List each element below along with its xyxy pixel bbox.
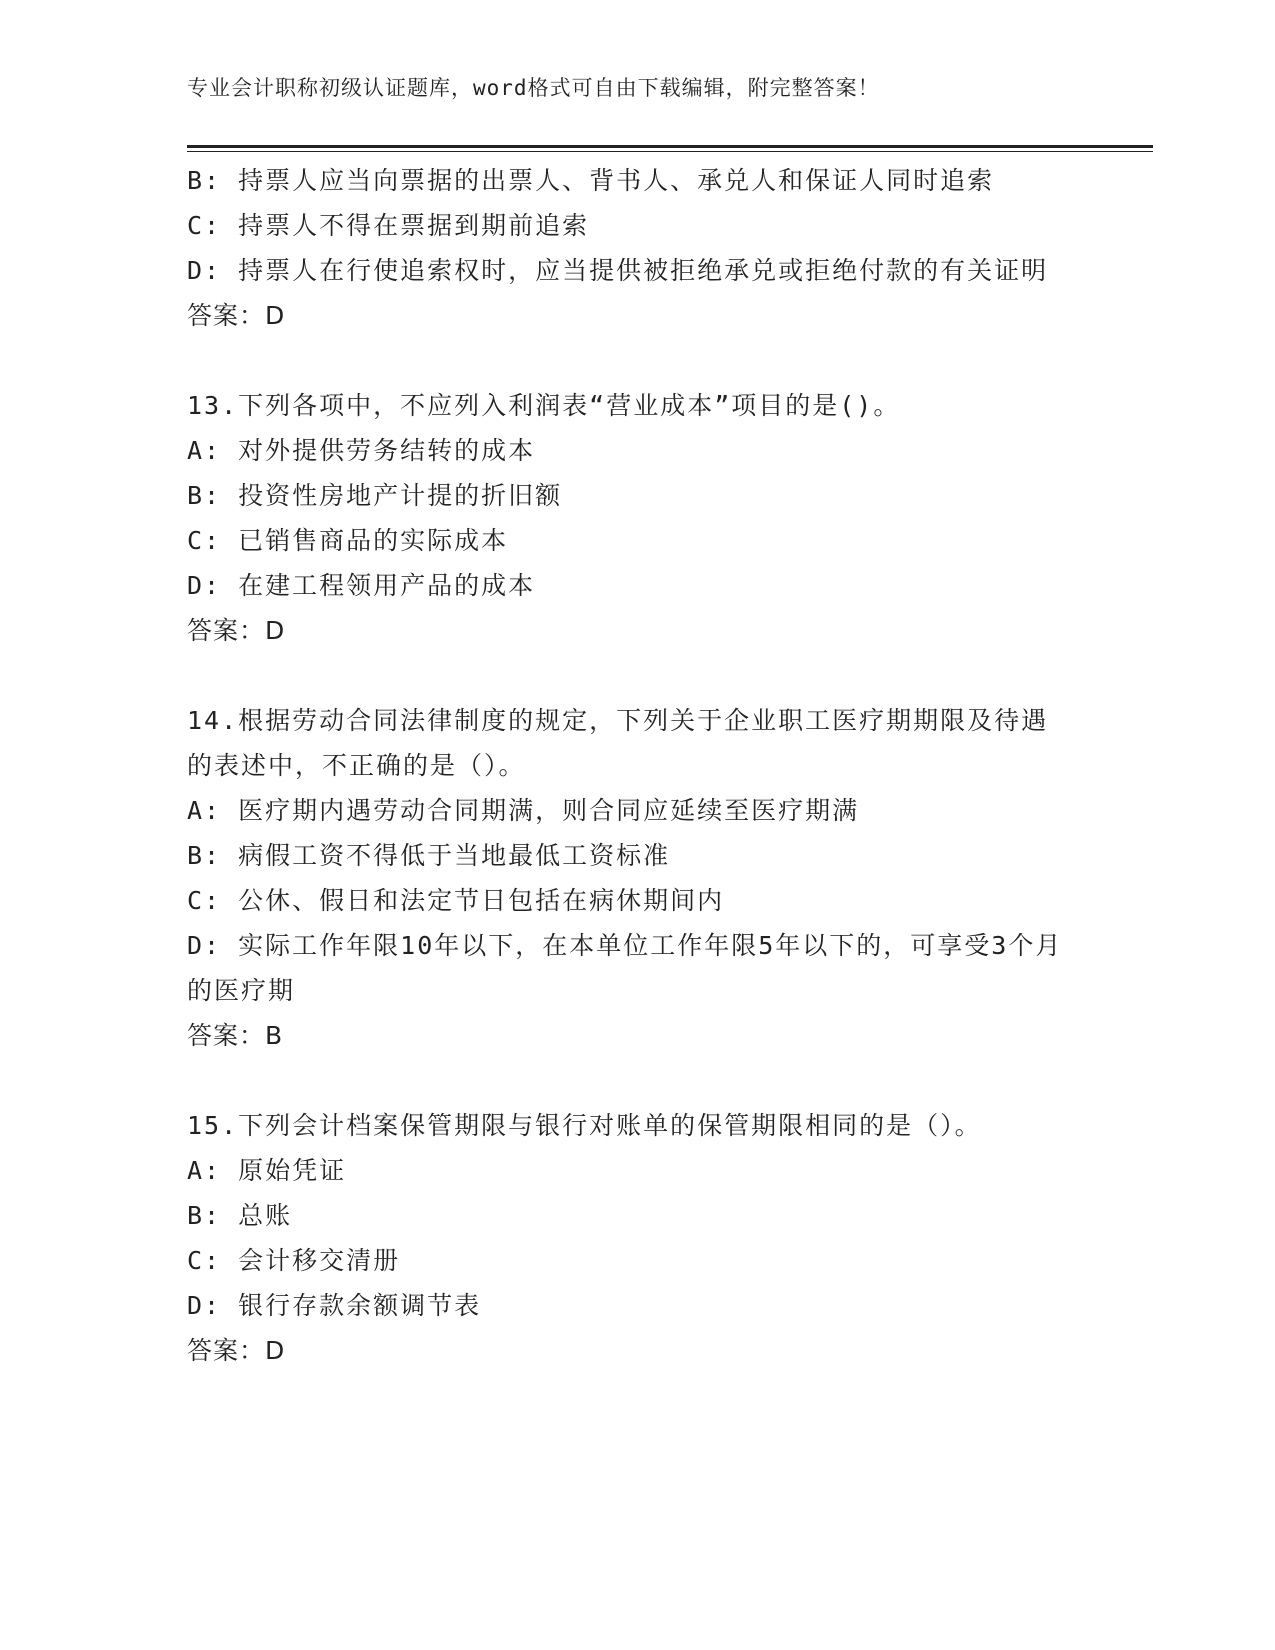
q15-option-b: B: 总账 <box>187 1201 293 1230</box>
q12-option-d: D: 持票人在行使追索权时，应当提供被拒绝承兑或拒绝付款的有关证明 <box>187 256 1049 285</box>
header-rule-thick <box>187 145 1153 148</box>
q15-option-d: D: 银行存款余额调节表 <box>187 1291 482 1320</box>
q15-question: 15.下列会计档案保管期限与银行对账单的保管期限相同的是（）。 <box>187 1111 982 1140</box>
q14-option-d: D: 实际工作年限10年以下，在本单位工作年限5年以下的，可享受3个月的医疗期 <box>187 931 1063 1005</box>
q15-option-a: A: 原始凭证 <box>187 1156 347 1185</box>
question-content <box>187 158 1087 1373</box>
q14-answer: 答案：B <box>187 1021 284 1050</box>
spacer <box>187 1058 1087 1103</box>
spacer <box>187 338 1087 383</box>
q14-question: 14.根据劳动合同法律制度的规定，下列关于企业职工医疗期期限及待遇的表述中，不正确的是（）。 <box>187 706 1049 780</box>
page-header: 专业会计职称初级认证题库，word格式可自由下载编辑，附完整答案！ <box>187 76 880 100</box>
q13-option-d: D: 在建工程领用产品的成本 <box>187 571 536 600</box>
q13-option-a: A: 对外提供劳务结转的成本 <box>187 436 536 465</box>
spacer <box>187 653 1087 698</box>
q14-option-b: B: 病假工资不得低于当地最低工资标准 <box>187 841 671 870</box>
q15-option-c: C: 会计移交清册 <box>187 1246 401 1275</box>
q13-option-b: B: 投资性房地产计提的折旧额 <box>187 481 563 510</box>
q12-option-c: C: 持票人不得在票据到期前追索 <box>187 211 590 240</box>
q12-option-b: B: 持票人应当向票据的出票人、背书人、承兑人和保证人同时追索 <box>187 166 995 195</box>
q13-option-c: C: 已销售商品的实际成本 <box>187 526 509 555</box>
q15-answer: 答案：D <box>187 1336 286 1365</box>
q14-option-a: A: 医疗期内遇劳动合同期满，则合同应延续至医疗期满 <box>187 796 860 825</box>
q12-answer: 答案：D <box>187 301 286 330</box>
header-rule-thin <box>187 151 1153 152</box>
q13-question: 13.下列各项中，不应列入利润表“营业成本”项目的是()。 <box>187 391 901 420</box>
q14-option-c: C: 公休、假日和法定节日包括在病休期间内 <box>187 886 725 915</box>
q13-answer: 答案：D <box>187 616 286 645</box>
